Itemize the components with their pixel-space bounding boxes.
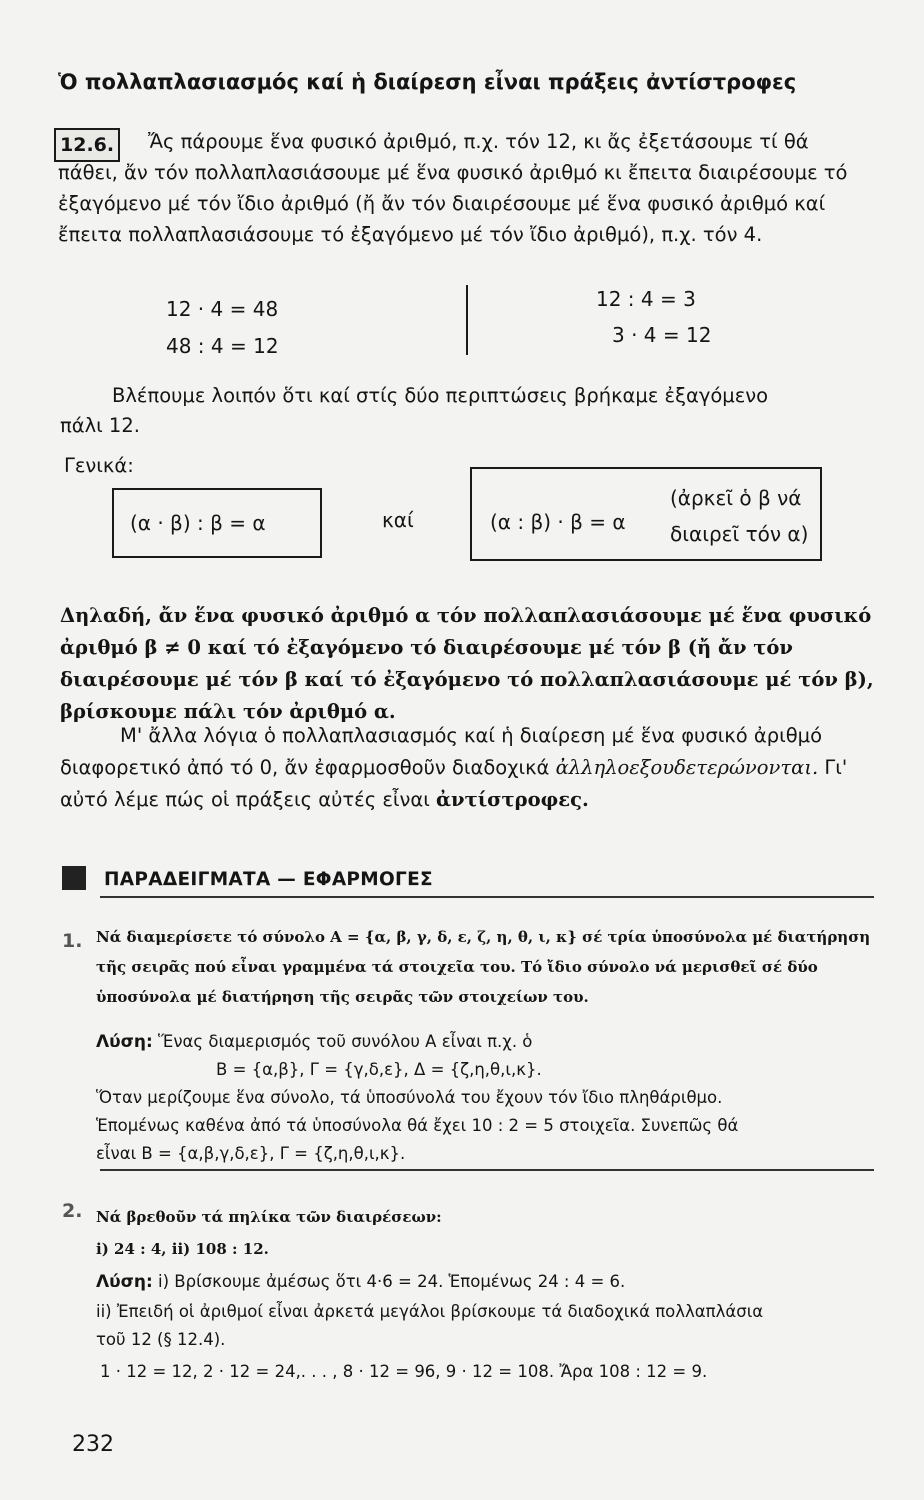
inverse-paragraph-text: Μ' ἄλλα λόγια ὁ πολλαπλασιασμός καί ἡ διαίρεση μέ ἕνα φυσικό ἀριθμό διαφορετικό ἀπό τό 0, ἄν ἐφαρμοσθοῦν διαδοχικά	[60, 724, 823, 779]
left-equation-2: 48 : 4 = 12	[166, 334, 279, 358]
formula-2: (α : β) · β = α	[490, 510, 626, 534]
heading-rule	[100, 896, 874, 898]
inverse-paragraph	[60, 720, 875, 816]
equation-divider	[466, 285, 468, 355]
left-equation-1: 12 · 4 = 48	[166, 297, 279, 321]
example-2-solution-line-4: 1 · 12 = 12, 2 · 12 = 24,. . . , 8 · 12 = 96, 9 · 12 = 108. Ἄρα 108 : 12 = 9.	[100, 1362, 708, 1381]
section-number: 12.6.	[60, 134, 115, 156]
observation-line-1: Βλέπουμε λοιπόν ὅτι καί στίς δύο περιπτώσεις βρήκαμε ἐξαγόμενο	[112, 384, 769, 407]
observation-line-2: πάλι 12.	[60, 414, 140, 437]
section-title: Ὁ πολλαπλασιασμός καί ἡ διαίρεση εἶναι πράξεις ἀντίστροφες	[58, 70, 797, 94]
example-1-solution-line-5: εἶναι Β = {α,β,γ,δ,ε}, Γ = {ζ,η,θ,ι,κ}.	[96, 1144, 406, 1163]
example-1-solution-line-2: Β = {α,β}, Γ = {γ,δ,ε}, Δ = {ζ,η,θ,ι,κ}.	[216, 1060, 542, 1079]
example-1-solution-line-3: Ὅταν μερίζουμε ἕνα σύνολο, τά ὑποσύνολά του ἔχουν τόν ἴδιο πληθάριθμο.	[96, 1088, 723, 1107]
example-separator	[100, 1169, 874, 1171]
formula-2-note-line-2: διαιρεῖ τόν α)	[670, 522, 809, 546]
inverse-paragraph-text-2: Γι' αὐτό λέμε πώς οἱ πράξεις αὐτές εἶναι	[60, 756, 848, 811]
right-equation-2: 3 · 4 = 12	[612, 323, 712, 347]
and-word: καί	[382, 508, 414, 532]
formula-1: (α · β) : β = α	[130, 511, 266, 535]
example-1-number: 1.	[62, 930, 83, 952]
example-2-number: 2.	[62, 1200, 83, 1222]
right-equation-1: 12 : 4 = 3	[596, 287, 696, 311]
general-label: Γενικά:	[64, 454, 134, 477]
heading-square-icon	[62, 866, 86, 890]
intro-paragraph: Ἄς πάρουμε ἕνα φυσικό ἀριθμό, π.χ. τόν 12, κι ἄς ἐξετάσουμε τί θά πάθει, ἄν τόν πολλαπλασιάσουμε μέ ἕνα φυσικό ἀριθμό κι ἔπειτα διαιρέσουμε τό ἐξαγόμενο μέ τόν ἴδιο ἀριθμό (ἤ ἄν τόν διαιρέσουμε μέ ἕνα φυσικό ἀριθμό καί ἔπειτα πολλαπλασιάσουμε τό ἐξαγόμενο μέ τόν ἴδιο ἀριθμό), π.χ. τόν 4.	[58, 130, 848, 246]
example-1-solution-label: Λύση:	[96, 1032, 153, 1052]
inverse-paragraph-italic: ἀλληλοεξουδετερώνονται.	[555, 756, 819, 779]
example-2-solution-line-2: ii) Ἐπειδή οἱ ἀριθμοί εἶναι ἀρκετά μεγάλοι βρίσκουμε τά διαδοχικά πολλαπλάσια	[96, 1302, 764, 1321]
example-1-solution-line-1: Ἕνας διαμερισμός τοῦ συνόλου Α εἶναι π.χ. ὁ	[158, 1032, 533, 1051]
inverse-paragraph-bold: ἀντίστροφες.	[436, 788, 589, 811]
example-2-solution-line-3: τοῦ 12 (§ 12.4).	[96, 1330, 226, 1349]
example-2-solution-line-1: i) Βρίσκουμε ἀμέσως ὅτι 4·6 = 24. Ἑπομένως 24 : 4 = 6.	[158, 1272, 626, 1291]
formula-2-note-line-1: (ἀρκεῖ ὁ β νά	[670, 486, 802, 510]
example-2-text: Νά βρεθοῦν τά πηλίκα τῶν διαιρέσεων:	[96, 1208, 442, 1226]
example-1-text: Νά διαμερίσετε τό σύνολο Α = {α, β, γ, δ, ε, ζ, η, θ, ι, κ} σέ τρία ὑποσύνολα μέ διατήρηση τῆς σειρᾶς πού εἶναι γραμμένα τά στοιχεῖα του. Τό ἴδιο σύνολο νά μερισθεῖ σέ δύο ὑποσύνολα μέ διατήρηση τῆς σειρᾶς τῶν στοιχείων του.	[96, 928, 871, 1006]
example-2-items: i) 24 : 4, ii) 108 : 12.	[96, 1240, 269, 1258]
examples-heading: ΠΑΡΑΔΕΙΓΜΑΤΑ — ΕΦΑΡΜΟΓΕΣ	[104, 869, 433, 890]
example-1-solution-line-4: Ἑπομένως καθένα ἀπό τά ὑποσύνολα θά ἔχει 10 : 2 = 5 στοιχεῖα. Συνεπῶς θά	[96, 1116, 739, 1135]
page-number: 232	[72, 1432, 114, 1457]
rule-paragraph: Δηλαδή, ἄν ἕνα φυσικό ἀριθμό α τόν πολλαπλασιάσουμε μέ ἕνα φυσικό ἀριθμό β ≠ 0 καί τό ἐξαγόμενο τό διαιρέσουμε μέ τόν β (ἤ ἄν τόν διαιρέσουμε μέ τόν β καί τό ἐξαγόμενο τό πολλαπλασιάσουμε μέ τόν β), βρίσκουμε πάλι τόν ἀριθμό α.	[60, 604, 874, 723]
example-2-solution-label: Λύση:	[96, 1272, 153, 1292]
